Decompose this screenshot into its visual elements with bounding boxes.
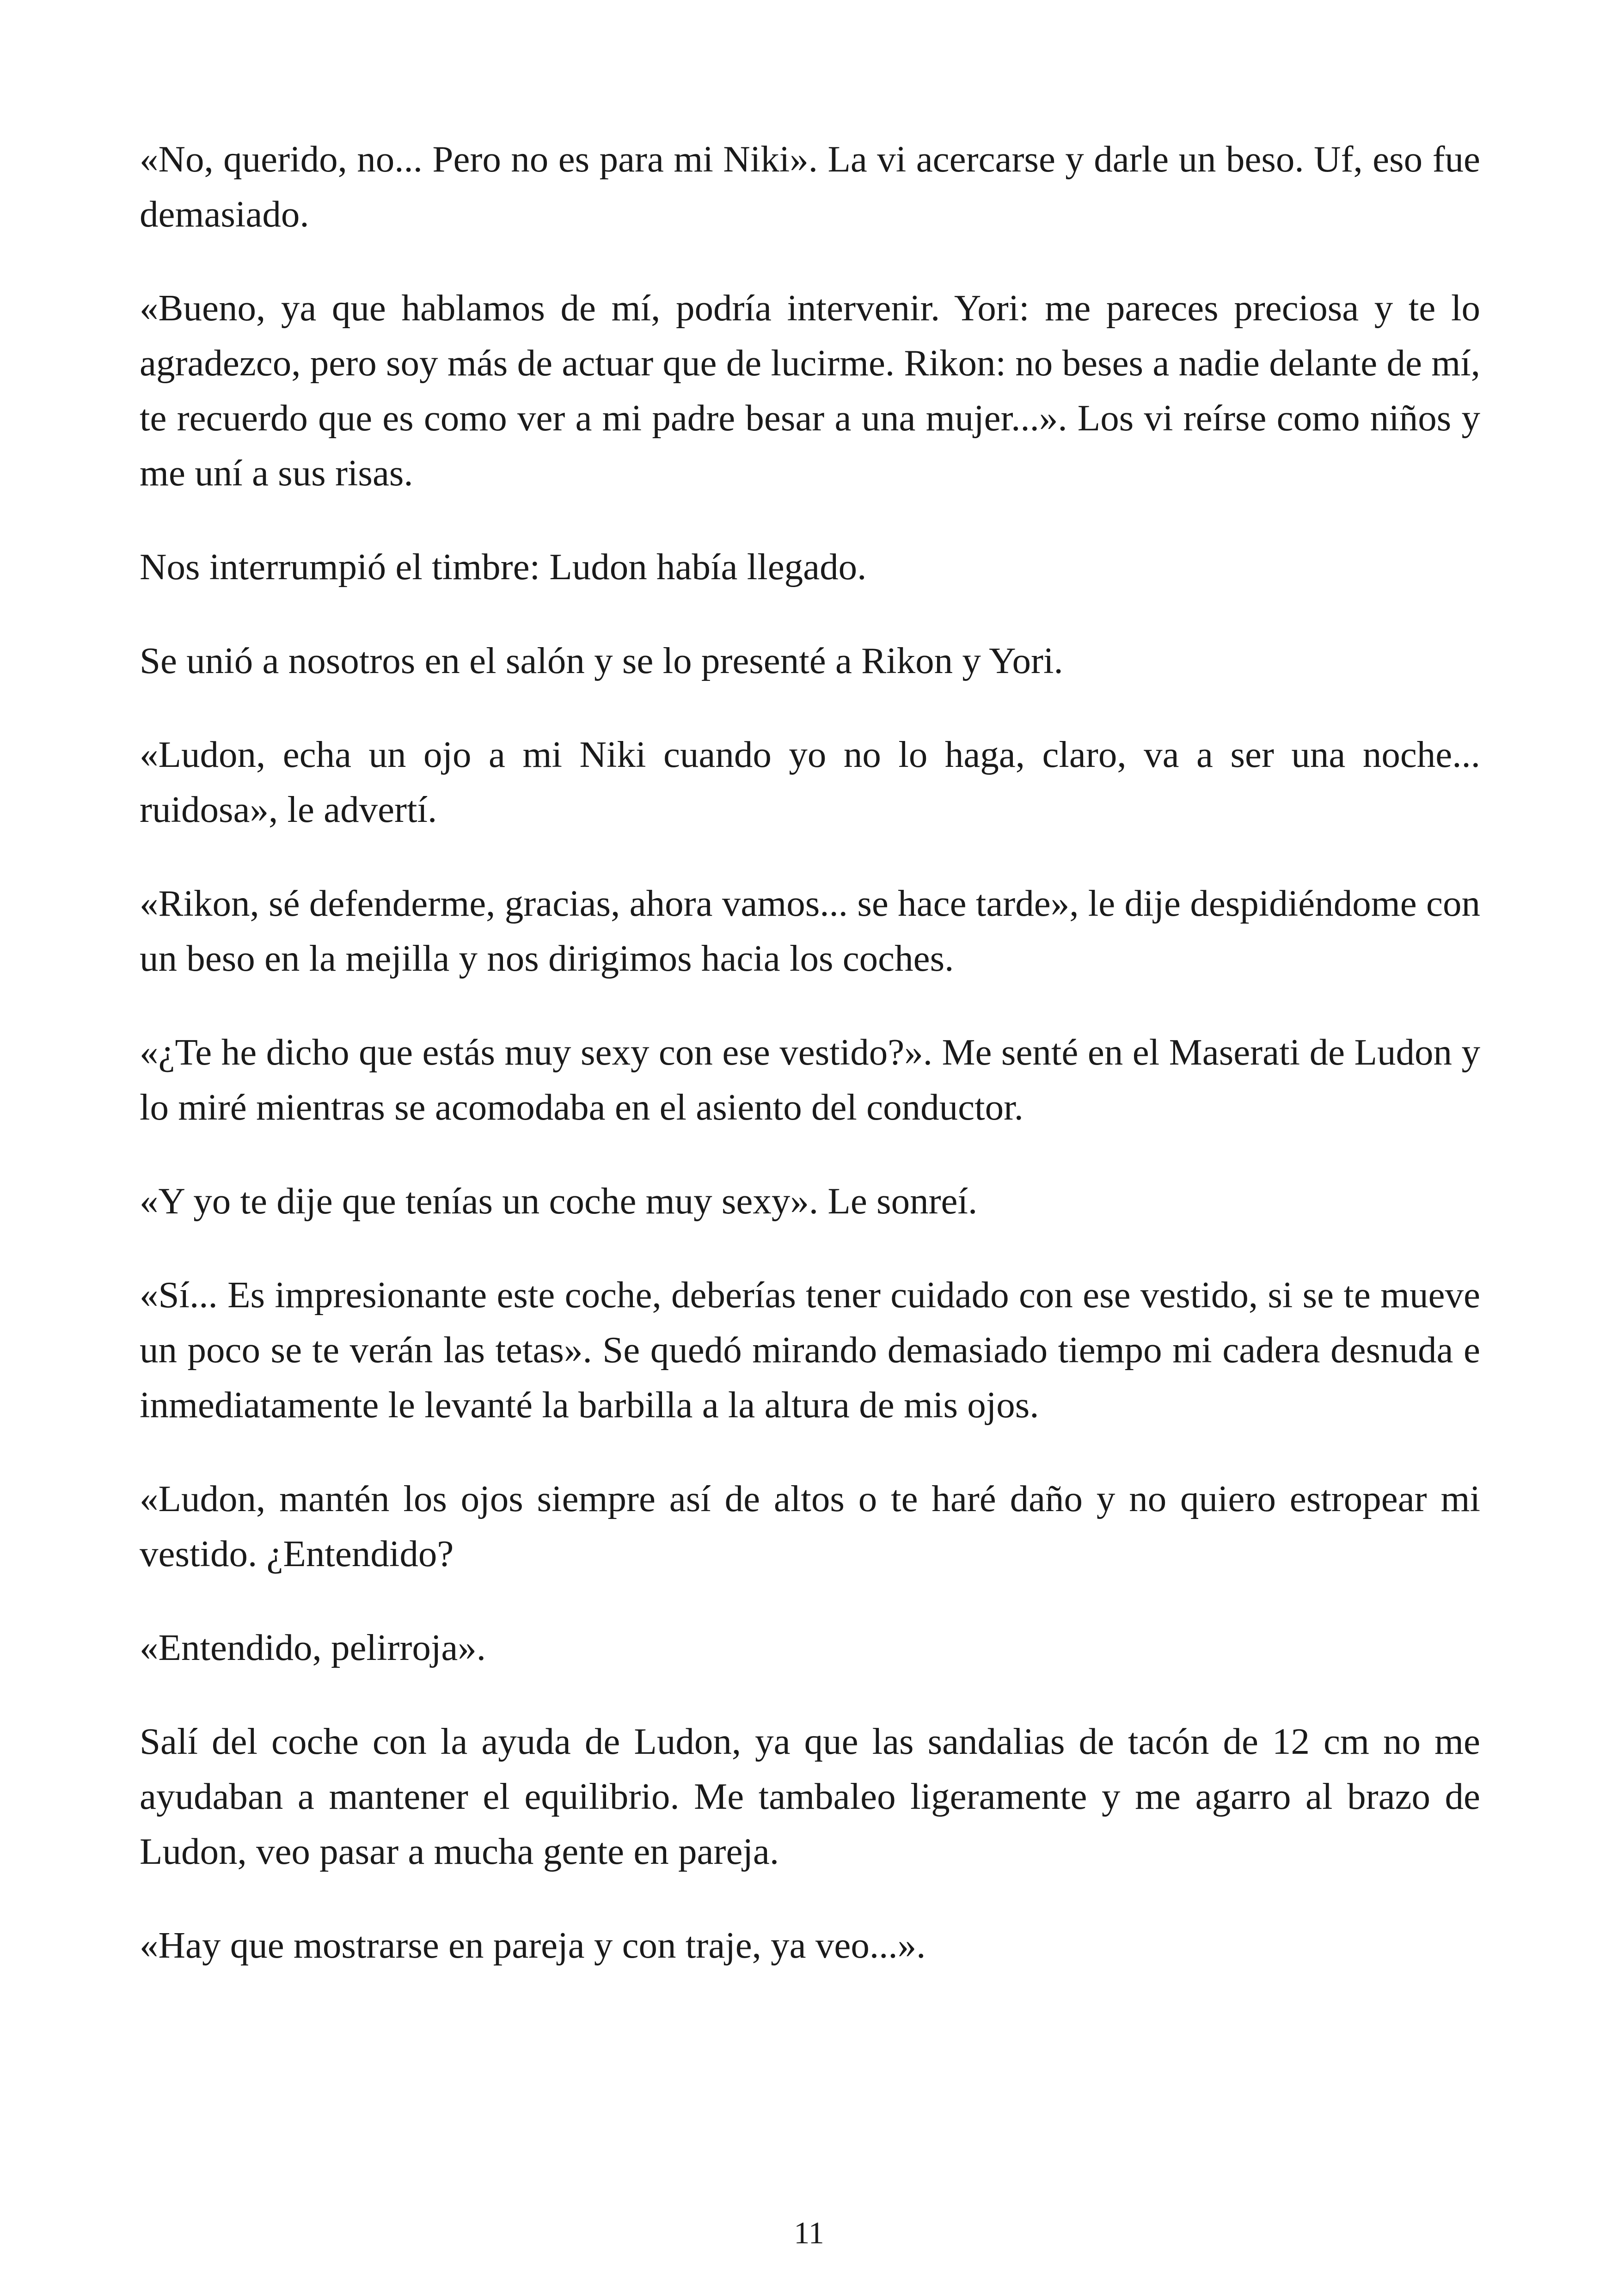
paragraph: «Ludon, mantén los ojos siempre así de altos o te haré daño y no quiero estropear mi vestido. ¿Entendido? [140, 1478, 1480, 1574]
paragraph: «Rikon, sé defenderme, gracias, ahora vamos... se hace tarde», le dije despidiéndome con un beso en la mejilla y nos dirigimos hacia los coches. [140, 882, 1480, 979]
paragraph: «Entendido, pelirroja». [140, 1627, 486, 1668]
body-text [140, 132, 1480, 2012]
paragraph: «No, querido, no... Pero no es para mi Niki». La vi acercarse y darle un beso. Uf, eso fue demasiado. [140, 138, 1480, 235]
paragraph: «Ludon, echa un ojo a mi Niki cuando yo no lo haga, claro, va a ser una noche... ruidosa», le advertí. [140, 734, 1480, 830]
page-number: 11 [794, 2215, 824, 2250]
paragraph: Se unió a nosotros en el salón y se lo presenté a Rikon y Yori. [140, 640, 1063, 681]
paragraph: «Bueno, ya que hablamos de mí, podría intervenir. Yori: me pareces preciosa y te lo agradezco, pero soy más de actuar que de lucirme. Rikon: no beses a nadie delante de mí, te recuerdo que es como ver a mi padre besar a una mujer...». Los vi reírse como niños y me uní a sus risas. [140, 287, 1480, 494]
paragraph: Nos interrumpió el timbre: Ludon había llegado. [140, 546, 867, 588]
paragraph: «Y yo te dije que tenías un coche muy sexy». Le sonreí. [140, 1180, 978, 1222]
paragraph: «Hay que mostrarse en pareja y con traje, ya veo...». [140, 1924, 926, 1966]
paragraph: Salí del coche con la ayuda de Ludon, ya que las sandalias de tacón de 12 cm no me ayudaban a mantener el equilibrio. Me tambaleo ligeramente y me agarro al brazo de Ludon, veo pasar a mucha gente en pareja. [140, 1720, 1480, 1872]
paragraph: «Sí... Es impresionante este coche, deberías tener cuidado con ese vestido, si se te mueve un poco se te verán las tetas». Se quedó mirando demasiado tiempo mi cadera desnuda e inmediatamente le levanté la barbilla a la altura de mis ojos. [140, 1274, 1480, 1426]
paragraph: «¿Te he dicho que estás muy sexy con ese vestido?». Me senté en el Maserati de Ludon y lo miré mientras se acomodaba en el asiento del conductor. [140, 1031, 1480, 1128]
